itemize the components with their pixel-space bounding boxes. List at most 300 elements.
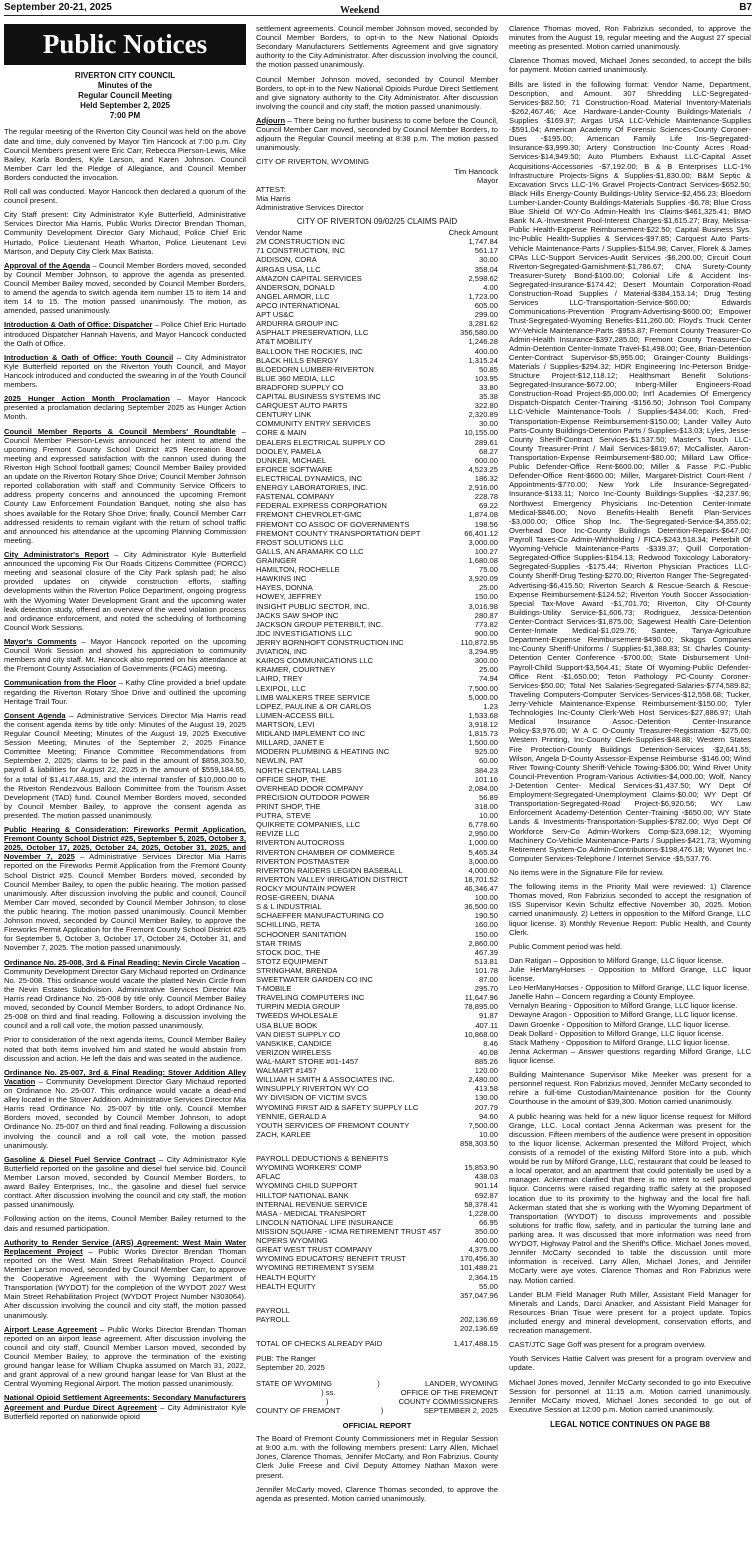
- state-l4: COUNTY OF FREMONT: [256, 1405, 341, 1415]
- table-row: [256, 1103, 498, 1112]
- check-amount: 58,378.41: [464, 1199, 498, 1209]
- vendor-name: VAN DIEST SUPPLY CO: [256, 1029, 341, 1039]
- table-row: [256, 492, 498, 501]
- paragraph-text: Prior to consideration of the next agenda items, Council Member Bailey noted that both items involved him and stated he would abstain from discussion and action. He left the dais and was seated in the audience.: [4, 1035, 246, 1063]
- table-row: [256, 1181, 498, 1190]
- paragraph-heading: Introduction & Oath of Office: Dispatcher: [4, 320, 153, 330]
- check-amount: 74.94: [478, 674, 498, 684]
- vendor-name: LOPEZ, PAULINE & OR CARLOS: [256, 701, 372, 711]
- table-row: [256, 629, 498, 638]
- paragraph: [256, 75, 498, 111]
- vendor-name: LUMEN-ACCESS BILL: [256, 710, 335, 720]
- vendor-name: 2M CONSTRUCTION INC: [256, 237, 346, 247]
- vendor-name: GRAINGER: [256, 556, 297, 566]
- table-row: [256, 756, 498, 765]
- table-row: [256, 793, 498, 802]
- check-amount: 5,000.00: [468, 692, 498, 702]
- paragraph: Public Comment period was held.: [509, 941, 623, 951]
- paragraph: A public hearing was held for a new liquor license request for Milford Grange, LLC. Local contact Jenna Ackerman was present for the discussion. Fifteen members of the audience were present in opposition to the liquor license. Ackerman presented the Milford Project, which consists of a remodel of the existing Milford Store into a pub, which would be run by Milford Grange, LLC, restaurant that could be leased to a local operator, and an apartment that could potentially be used by a manager. Ackerman clarified that there is no intent to sell packaged liquor. Concerns were raised regarding traffic safety at the proposed location due to its proximity to the highway and the local fire hall. Ackerman stated that she is working with the Wyoming Department of Transportation (WYDOT) to discuss improvements and possible solutions for traffic flow, safety, and in particular the turning lane and parking area. It was discussed that more information was need from WYDOT, Highway Patrol and the Sheriff's Office. Michael Jones moved, Jennifer McCarty seconded to table the discussion until more information is received. Larry Allen, Michael Jones, and Jennifer McCarty were aye votes. Clarence Thomas and Ron Fabrizius were nay. Motion carried.: [509, 1111, 751, 1285]
- vendor-name: SCHOONER SANITATION: [256, 929, 347, 939]
- col-amount: Check Amount: [448, 228, 498, 238]
- table-row: [256, 957, 498, 966]
- payroll-amount: 202,136.69: [459, 1314, 498, 1324]
- vendor-name: SCHILLING, RETA: [256, 920, 320, 930]
- sig-attest-title: Administrative Services Director: [256, 202, 364, 212]
- minutes-title: [4, 71, 246, 121]
- table-row: [256, 292, 498, 301]
- vendor-name: ARDURRA GROUP INC: [256, 319, 339, 329]
- vendor-name: MODERN PLUMBING & HEATING INC: [256, 747, 390, 757]
- state-r4: SEPTEMBER 2, 2025: [423, 1405, 498, 1415]
- paragraph: [4, 958, 246, 1031]
- signature-block: [256, 157, 498, 212]
- check-amount: 8.46: [483, 1038, 498, 1048]
- check-amount: 110,872.95: [460, 638, 498, 647]
- vendor-name: KAIROS COMMUNICATIONS LLC: [256, 656, 374, 666]
- vendor-name: FREMONT CO ASSOC OF GOVERNMENTS: [256, 519, 410, 529]
- vendor-name: FREMONT COUNTY TRANSPORTATION DEPT: [256, 528, 421, 538]
- table-row: [256, 802, 498, 811]
- vendor-name: BLUE 360 MEDIA, LLC: [256, 373, 335, 383]
- table-row: [256, 656, 498, 665]
- vendor-name: STOTZ EQUIPMENT: [256, 956, 329, 966]
- vendor-name: BLOEDORN LUMBER-RIVERTON: [256, 364, 374, 374]
- vendor-name: GALLS, AN ARAMARK CO LLC: [256, 546, 364, 556]
- minutes-body-continued: [256, 24, 498, 152]
- col-vendor: Vendor Name: [256, 228, 303, 238]
- column-2: [256, 24, 498, 1542]
- table-row: [256, 738, 498, 747]
- paragraph-heading: Communication from the Floor: [4, 678, 117, 688]
- check-amount: 35.38: [478, 392, 498, 402]
- vendor-name: HAYES, DONNA: [256, 583, 313, 593]
- vendor-name: YOUTH SERVICES OF FREMONT COUNTY: [256, 1120, 410, 1130]
- check-amount: 30.00: [478, 255, 498, 265]
- minutes-title-line: 7:00 PM: [109, 111, 141, 121]
- table-row: [256, 1075, 498, 1084]
- check-amount: 1,680.08: [468, 556, 498, 566]
- paragraph-heading: City Administrator's Report: [4, 549, 109, 559]
- table-row: [256, 1021, 498, 1030]
- vendor-name: KRAMER, COURTNEY: [256, 665, 336, 675]
- table-row: [256, 374, 498, 383]
- vendor-name: HILLTOP NATIONAL BANK: [256, 1190, 349, 1200]
- vendor-name: ROCKY MOUNTAIN POWER: [256, 883, 356, 893]
- check-amount: 2,916.00: [468, 483, 498, 493]
- check-amount: 40.08: [478, 1047, 498, 1057]
- vendor-name: OFFICE SHOP, THE: [256, 774, 326, 784]
- table-row: [256, 556, 498, 565]
- table-row: [256, 1191, 498, 1200]
- table-row: [256, 383, 498, 392]
- vendor-name: MILLARD, JANET E: [256, 738, 325, 748]
- table-row: [256, 1172, 498, 1181]
- paragraph: [4, 1035, 246, 1062]
- paragraph-text: Roll call was conducted. Mayor Hancock then declared a quorum of the council present.: [4, 187, 246, 206]
- paragraph-heading: Airport Lease Agreement: [4, 1324, 97, 1334]
- paragraph-text: – City Administrator Kyle Butterfield reported on the gasoline and diesel fuel service bid. Council Member Larson moved, seconded by Council Member Borders, to award Bailey Enterprises, Inc., the gasoline and diesel fuel service contract. After discussion involving the council and city staff, the motion passed unanimously.: [4, 1154, 246, 1210]
- vendor-name: WYOMING EDUCATORS' BENEFIT TRUST: [256, 1254, 406, 1264]
- table-row: [256, 902, 498, 911]
- check-amount: 1,533.68: [468, 710, 498, 720]
- check-amount: 228.78: [474, 492, 498, 502]
- check-amount: 2,480.00: [468, 1075, 498, 1085]
- vendor-name: NEWLIN, PAT: [256, 756, 304, 766]
- paragraph: [4, 550, 246, 632]
- paragraph-text: City Staff present: City Administrator Kyle Butterfield, Administrative Services Director Mia Harris, Public Works Director Brendan Thoman, Community Development Director Gary Michaud, Police Chief Eric Hurtado, Police Lieutenant Heath Wharton, Police Lieutenant Levi Martson, and Deputy City Clerk Max Batista.: [4, 210, 246, 256]
- vendor-name: HEALTH EQUITY: [256, 1272, 316, 1282]
- check-amount: 322.80: [474, 401, 498, 411]
- check-amount: 300.00: [474, 656, 498, 666]
- vendor-name: VANSKIKE, CANDICE: [256, 1038, 332, 1048]
- paragraph-text: – Public Works Director Brendan Thoman reported on an airport lease agreement. After discussion involving the council and city staff, Council Member Larson moved, seconded by Council Member Bailey, to approve the termination of the existing ground hangar lease for William Chupka assumed on March 31, 2022, and grant approval of a new ground hangar lease for Van Blust at the Central Wyoming Regional Airport. The motion passed unanimously.: [4, 1324, 246, 1389]
- column-3: [509, 24, 751, 1542]
- check-amount: 900.00: [474, 628, 498, 638]
- paragraph: [4, 427, 246, 545]
- table-row: [256, 365, 498, 374]
- check-amount: 400.00: [474, 346, 498, 356]
- check-amount: 101,488.21: [459, 1263, 498, 1273]
- check-amount: 1,874.08: [468, 510, 498, 520]
- vendor-name: SWEETWATER GARDEN CO INC: [256, 975, 373, 985]
- table-row: [256, 410, 498, 419]
- check-amount: 2,598.62: [468, 273, 498, 283]
- paragraph: [4, 353, 246, 389]
- table-row: [256, 939, 498, 948]
- check-amount: 4.00: [483, 282, 498, 292]
- check-amount: 130.00: [474, 1093, 498, 1103]
- paragraph-text: – Kathy Cline provided a brief update regarding the Riverton Rotary Shoe Drive and outlined the upcoming Heritage Trail Tour.: [4, 678, 246, 706]
- table-row: [256, 474, 498, 483]
- paragraph-heading: Authority to Render Service (ARS) Agreement: West Main Water Replacement Project: [4, 1237, 246, 1256]
- vendor-name: ANGEL ARMOR, LLC: [256, 291, 330, 301]
- check-amount: 36,500.00: [464, 902, 498, 912]
- state-block: [256, 1379, 498, 1415]
- state-m1: ): [377, 1378, 380, 1388]
- vendor-name: ROSE-GREEN, DIANA: [256, 893, 335, 903]
- section-name: Weekend: [340, 5, 380, 16]
- claims-table: [256, 237, 498, 1139]
- table-row: [256, 356, 498, 365]
- vendor-name: STRINGHAM, BRENDA: [256, 965, 338, 975]
- vendor-name: WALMART #1457: [256, 1066, 317, 1076]
- check-amount: 94.60: [478, 1111, 498, 1121]
- check-amount: 299.00: [474, 310, 498, 320]
- paragraph-text: The regular meeting of the Riverton City Council was held on the above date and time, duly convened by Mayor Tim Hancock at 7:00 p.m. City Council Members present were Eric Carr, Rebecca Pierson-Lewis, Mike Bailey, Karla Borders, Kyle Larson, and Karen Johnson. Council Member Carr led the Pledge of Allegiance, and Council Member Borders conducted the invocation.: [4, 127, 246, 182]
- paragraph: [4, 711, 246, 820]
- table-row: [256, 1002, 498, 1011]
- check-amount: 101.78: [474, 965, 498, 975]
- state-r3: COUNTY COMMISSIONERS: [398, 1396, 498, 1406]
- table-row: [256, 337, 498, 346]
- vendor-name: LAIRD, TREY: [256, 674, 303, 684]
- vendor-name: ZACH, KARLEE: [256, 1129, 311, 1139]
- paragraph: [4, 1238, 246, 1320]
- paragraph-text: – City Administrator Kyle Butterfield announced the upcoming Fix Our Roads Citizens Committee (FORCC) meeting and seasonal closure of the City Park splash pad; he also provided updates on citywide construction efforts, staffing developments within the Riverton Police Department, ongoing progress with the Wyoming Water Development Grant and the upcoming water leak detection study, offered an overview of the weed violation process and ordinance enforcement, and noted the scheduling of forthcoming Council Work Sessions.: [4, 549, 246, 632]
- issue-date: September 20-21, 2025: [4, 2, 112, 13]
- page-number: B7: [739, 2, 752, 13]
- minutes-title-line: RIVERTON CITY COUNCIL: [74, 71, 176, 81]
- vendor-name: HEALTH EQUITY: [256, 1281, 316, 1291]
- table-row: [256, 784, 498, 793]
- vendor-name: YENNIE, GERALD A: [256, 1111, 327, 1121]
- check-amount: 68.27: [478, 446, 498, 456]
- check-amount: 289.61: [474, 437, 498, 447]
- check-amount: 358.04: [474, 264, 498, 274]
- paragraph: Lander BLM Field Manager Ruth Miller, Assistant Field Manager for Minerals and Lands, Darci Anacker, and Assistant Field Manager for Resources Brian Tisue were present for a project update. Topics included energy and mineral development, conservation efforts, and recreation management.: [509, 1289, 751, 1336]
- vendor-name: JACKS SAW SHOP INC: [256, 610, 339, 620]
- check-amount: 15,853.90: [464, 1163, 498, 1173]
- check-amount: 150.00: [474, 592, 498, 602]
- vendor-name: PRECISION OUTDOOR POWER: [256, 792, 370, 802]
- table-row: [256, 510, 498, 519]
- vendor-name: PUTRA, STEVE: [256, 811, 311, 821]
- paragraph-text: – There being no further business to come before the Council, Council Member Carr moved, seconded by Council Member Borders, to adjourn the Regular Council meeting at 8:38 p.m. The motion passed unanimously.: [256, 115, 498, 153]
- vendor-name: COMMUNITY ENTRY SERVICES: [256, 419, 371, 429]
- sig-title: Mayor: [476, 175, 498, 185]
- table-row: [256, 592, 498, 601]
- table-row: [256, 775, 498, 784]
- table-row: [256, 1130, 498, 1139]
- vendor-name: CORE & MAIN: [256, 428, 307, 438]
- check-amount: 10.00: [478, 811, 498, 821]
- check-amount: 4,000.00: [468, 865, 498, 875]
- table-row: [256, 1218, 498, 1227]
- table-row: [256, 620, 498, 629]
- check-amount: 1,500.00: [468, 738, 498, 748]
- table-row: [256, 693, 498, 702]
- paragraph-heading: Mayor's Comments: [4, 636, 77, 646]
- paragraph: Michael Jones moved, Jennifer McCarty seconded to go into Executive Session for personnel at 11:15 a.m. Motion carried unanimously. Jennifer McCarty moved, Michael Jones seconded to go out of Executive Session at 12:00 p.m. Motion carried unanimously.: [509, 1377, 751, 1414]
- check-amount: 2,320.89: [468, 410, 498, 420]
- paragraph-text: – City Administrator Kyle Butterfield reported on the Riverton Youth Council, and Mayor Hancock introduced and conducted the swearing in of the Youth Council members.: [4, 352, 246, 390]
- check-amount: 1,246.28: [468, 337, 498, 347]
- table-row: [256, 602, 498, 611]
- vendor-name: RIVERTON RAIDERS LEGION BASEBALL: [256, 865, 403, 875]
- vendor-name: AIRGAS USA, LLC: [256, 264, 321, 274]
- vendor-name: RIVERTON AUTOCROSS: [256, 838, 345, 848]
- table-row: [256, 948, 498, 957]
- vendor-name: APT US&C: [256, 310, 294, 320]
- check-amount: 384.23: [474, 765, 498, 775]
- check-amount: 25.00: [478, 583, 498, 593]
- table-row: [256, 538, 498, 547]
- vendor-name: NORTH CENTRAL LABS: [256, 765, 342, 775]
- paragraph: [4, 187, 246, 205]
- vendor-name: TRAVELING COMPUTERS INC: [256, 993, 365, 1003]
- check-amount: 101.16: [474, 774, 498, 784]
- check-amount: 66,401.12: [464, 528, 498, 538]
- vendor-name: 71 CONSTRUCTION, INC: [256, 246, 346, 256]
- check-amount: 2,364.15: [468, 1272, 498, 1282]
- vendor-name: AT&T MOBILITY: [256, 337, 313, 347]
- table-row: [256, 1084, 498, 1093]
- paragraph: Building Maintenance Supervisor Mike Meeker was present for a personnel request. Ron Fabrizius moved, Jennifer McCarty seconded to rehire a full-time Custodian/Maintenance position for the County Courthouse in the amount of $39,300. Motion carried unanimously.: [509, 1070, 751, 1107]
- table-row: [256, 702, 498, 711]
- paragraph: [4, 1214, 246, 1232]
- check-amount: 10,155.00: [464, 428, 498, 438]
- check-amount: 91.87: [478, 1011, 498, 1021]
- vendor-name: STAR TRIMS: [256, 938, 302, 948]
- check-amount: 4,523.25: [468, 464, 498, 474]
- check-amount: 11,647.96: [464, 993, 498, 1003]
- vendor-name: HOWEY, JEFFREY: [256, 592, 322, 602]
- table-row: [256, 565, 498, 574]
- table-row: [256, 520, 498, 529]
- table-row: [256, 665, 498, 674]
- paragraph: [4, 394, 246, 421]
- vendor-name: CENTURY LINK: [256, 410, 312, 420]
- vendor-name: DUNKER, MICHAEL: [256, 455, 327, 465]
- header-rule: [4, 15, 752, 16]
- vendor-name: JACKSON GROUP PETERBILT, INC.: [256, 619, 384, 629]
- check-amount: 46,346.47: [464, 883, 498, 893]
- vendor-name: CARQUEST AUTO PARTS: [256, 401, 348, 411]
- minutes-title-line: Held September 2, 2025: [80, 101, 170, 111]
- table-row: [256, 747, 498, 756]
- vendor-name: INSIGHT PUBLIC SECTOR, INC.: [256, 601, 370, 611]
- table-row: [256, 456, 498, 465]
- table-row: [256, 1121, 498, 1130]
- table-row: [256, 866, 498, 875]
- state-m2: ) ss.: [321, 1387, 336, 1397]
- vendor-name: FROST SOLUTIONS LLC: [256, 537, 344, 547]
- paragraph: [4, 1393, 246, 1420]
- paragraph: [256, 116, 498, 152]
- table-row: [256, 638, 498, 647]
- table-row: [256, 674, 498, 683]
- table-row: [256, 920, 498, 929]
- check-amount: 56.89: [478, 792, 498, 802]
- paragraph-text: – Administrative Services Director Mia Harris read the consent agenda items by title only: Minutes of the August 19, 2025 Regular Council Meeting; Minutes of the August 19, 2025 Executive Session Meeting; Minutes of the September 2, 2025 Finance Committee Meeting; Finance Committee Recommendations from September 2, 2025; claims to be paid in the amount of $858,303.50, payroll & liabilities for August 22, 2025 in the amount of $559,184.65, for a total of $1,417,488.15, and the internal transfer of $10,000.00 to the Riverton Rendezvous Balloon Committee from the Tourism Asset Development (TAD) fund. Council Member Borders moved, seconded by Council Member Bailey, to approve the consent agenda as presented. The motion passed unanimously.: [4, 710, 246, 820]
- check-amount: 50.85: [478, 364, 498, 374]
- vendor-name: EFORCE SOFTWARE: [256, 464, 333, 474]
- table-row: [256, 1236, 498, 1245]
- check-amount: 318.00: [474, 801, 498, 811]
- table-row: [256, 1030, 498, 1039]
- vendor-name: DEALERS ELECTRICAL SUPPLY CO: [256, 437, 385, 447]
- check-amount: 6,778.60: [468, 820, 498, 830]
- check-amount: 69.22: [478, 501, 498, 511]
- check-amount: 103.95: [474, 373, 498, 383]
- table-row: [256, 447, 498, 456]
- vendor-name: REVIZE LLC: [256, 829, 300, 839]
- paragraph-heading: Ordinance No. 25-008, 3rd & Final Reading: Nevin Circle Vacation: [4, 957, 240, 967]
- table-row: [256, 1245, 498, 1254]
- vendor-name: WAL-MART STORE #01-1457: [256, 1057, 359, 1067]
- check-amount: 160.00: [474, 920, 498, 930]
- continued-notice: LEGAL NOTICE CONTINUES ON PAGE B8: [550, 1419, 710, 1429]
- check-amount: 75.00: [478, 565, 498, 575]
- paragraph-heading: Adjourn: [256, 115, 286, 125]
- vendor-name: WYOMING FIRST AID & SAFETY SUPPLY LLC: [256, 1102, 419, 1112]
- paragraph: Bills are listed in the following format: Vendor Name, Department, Description, and Amount. 307 Shredding LLC-Segregated-Services-$82.50; 71 Construction-Road Material Inventory-Materials -$262,467.46; Ace Hardware-Lander-County Buildings-Materials / Supplies -$169.97; Airgas USA LLC-Vehicle Maintenance-Supplies -$591.04; American Academy Of Forensic Sciences-County Coroner-Dues -$195.00; American Family Life Ins-Segregated-Insurance-$3,999.30; Artery Construction Inc-County Acres Road-Services-$14,949.50; Auto Plumbers Exhaust LLC-Capital Asset Acquisitions-Accessories -$7,192.00; B & B Enterprises LLC-1% Infrastructure Projects-Signs & Supplies-$1,830.00; B&M Septic & Excavation Srvcs LLC-1% Gravel Projects-Contract Services-$652.50; Black Hills Energy-County Buildings-Utility Service-$2,456.23; Bloedorn Lumber-Lander-County Buildings-Materials Supplies -$6.78; Blue Cross Blue Shield Of WY-Co Admin-Health Ins Claims-$461,325.41; BMO Bank N.A.-Investment Pool-Interest Charges-$1,615.27; Bray, Melissa-Public Health-Expense Reimbursement-$22.50; Capital Business Sys. Inc-Public Health-Supplies & Services-$97.85; Carquest Auto Parts-Vehicle Maintenance-Parts / Supplies-$154.98; Carver, Florek & James CPAs LLC-Support Services-Audit Services -$6,200.00; Circuit Court Riverton-Segregated-Garnishment-$1,786.67; CNA Surety-County Treasurer-Surety Bond-$100.00; Colonial Life & Accident Ins-Segregated-Insurance-$174.42; Desert Mountain Corporation-Road Construction-Road Supplies / Material-$384,153.14; Drug Testing Services LLC-Transportation-Service-$60.00; Edwards Communications-Prevention Program-Advertising-$600.00; Empower Trust-Segregated-Wyoming Benefits-$11,260.00; Floyd's Truck Center WY-Vehicle Maintenance-Parts -$953.87; Fremont County Treasurer-Co Admin-Health Insurance-$397,285.00; Fremont County Treasurer-Co Admin-Detention Center-Inmate Travel-$1,498.00; Gee, Brian-Detention Center-Contract Supervisor-$5,955.00; Grainger-County Buildings-Materials / Supplies-$294.32; HDR Engineering Inc-Peterson Bridge-Structure Project-$12,118.12; Healthsmart Benefit Solutions-Segregated-Insurance-$672.00; Inberg-Miller Engineers-Road Construction-Road Project-$5,000.00; Int'l Academies Of Emergency Dispatch-Dispatch Center-Training -$156.50; Johnson Tool Company LLC-Vehicle Maintenance-Tools / Supplies-$434.00; Koch, Fred-Transportation-Expense Reimbursement-$150.00; Lander Valley Auto Parts-County Buildings-Detention Parts / Supplies-$13.03; Lyles, Jesse-County Sheriff-Contract Services-$1,537.50; Master's Touch LLC-County Treasurer-Print / Mail Services-$819.67; McCallister, Aaron-Transportation-Expense Reimbursement-$80.00; Millard Law Office-Public Defender-Office Rent-$600.00; Miller & Fasse P.C.-Public Defender-Office Rent-$600.00; Miller, Margaret-District Court-Rent / Appointments-$770.00; New York Life Insurance-Segregated-Insurance-$133.11; Norco Inc-County Buildings-Supplies -$2,237.96; Northwest Emergency Physicians Inc-Detention Center-Inmate Medical-$846.00; Novo Benefits-Health Benefit Plan-Services -$3,000.00; Office Shop Inc. The-Segregated-Service-$4,355.02; Overhead Door Inc-County Buildings Detention-Repairs-$647.00; Payroll Taxes-Co Admin-Withholding / FICA-$243,518.34; Peterbilt Of Wyoming-Vehicle Maintenance-Parts -$339.37; Quill Corporation-Segregated-Office Supplies-$154.13; Redwood Toxicology Laboratory-Segregated-Supplies -$175.44; Riverton Physician Practices LLC-County Sheriff-Drug Testing-$270.00; Riverton Ranger The-Segregated-Advertising-$6,415.50; Riverton Search & Rescue-Search & Rescue-Expense Reimbursement-$124.52; Riverton Youth Soccer Association-Special Tax-Move Award -$1,701.70; Riverton, City Of-County Buildings-Utility Service-$1,606.73; Rodriguez, Jessica-Detention Center-Contract Services-$1,875.00; Sagewest Health Care-Detention Center-Inmate Medical-$1,029.76; Santee, Tanya-Agriculture Department-Expense Reimbursement-$490.00; Skaggs Companies Inc-County Sheriff-Uniforms / Supplies-$1,388.83; St. Charles County-Detention Center Conference -$700.00; State Disbursement Unit-Payroll-Child Support-$3,564.41; State Of Wyoming-Public Defender-Office Rent -$1,650.00; Teton Pathology PC-County Coroner-Services-$50.00; Total Net Salaries-Segregated-Salaries-$774,589.82; Traveling Computers-Computer Services-Services-$12,558.68; Tucker, Jerry-Vehicle Maintenance-Expense Reimbursement-$150.00; Tyler Technologies Inc-County Clerk-Web Host Services-$27,886.97; Utah Medical Insurance Assoc.-Detention Center-Insurance Policy-$3,976.00; W A C O-County Treasurer-Registration -$275.00; Western Printing, Inc-County Clerk-Supplies-$48.88; Western States Fire Protection-County Buildings Detention-Services -$2,641.55; Wilson, Angela D-County Assessor-Expense Reimburse -$146.00; Wind River Towing-County Sheriff-Vehicle Towing-$306.00; Wind River Unity Council-Prevention Program-Various Activities-$4,000.00; Wolf, Nancy J-Detention Center- Medical Services-$1,437.50; WY Dept Of Employment-Segregated-Unemployment Claims-$0.00; WY Dept Of Transportation-Segregated-Road Project-$6,920.56; WY Law Enforcement Academy-Detention Center-Training -$650.00; WY State Lands & Investments-Transportation-Supplies-$782.00; Wyo Dept Of Workforce Serv-Co Admin-Workers Comp-$23,698.12; Wyoming Machinery Co-Vehicle Maintenance-Parts / Supplies-$421.73; Wyoming Retirement System-Co Admin-Contributions-$198,476.18; Wyonet Inc.-Computer Services-Telephone / Internet Service -$5,537.76.: [509, 79, 751, 863]
- vendor-name: APCO INTERNATIONAL: [256, 300, 340, 310]
- payroll-row: [256, 1315, 498, 1324]
- total-label: TOTAL OF CHECKS ALREADY PAID: [256, 1339, 383, 1349]
- check-amount: 407.11: [475, 1020, 498, 1030]
- table-row: [256, 392, 498, 401]
- vendor-name: AMAZON CAPITAL SERVICES: [256, 273, 362, 283]
- vendor-name: PRINT SHOP, THE: [256, 801, 321, 811]
- pd-table: [256, 1163, 498, 1291]
- vendor-name: SCHAEFFER MANUFACTURING CO: [256, 911, 384, 921]
- paragraph-heading: Gasoline & Diesel Fuel Service Contract: [4, 1154, 156, 1164]
- check-amount: 198.56: [474, 519, 498, 529]
- check-amount: 3,000.00: [468, 537, 498, 547]
- table-row: [256, 1066, 498, 1075]
- check-amount: 66.95: [478, 1217, 498, 1227]
- claims-title: CITY OF RIVERTON 09/02/25 CLAIMS PAID: [296, 217, 458, 227]
- table-row: [256, 684, 498, 693]
- table-row: [256, 419, 498, 428]
- check-amount: 2,950.00: [468, 829, 498, 839]
- paragraph: Dan Ratigan – Opposition to Milford Grange, LLC liquor license. Julie HerManyHorses - Opposition to Milford Grange, LLC liquor license. Leo HerManyHorses - Opposition to Milford Grange, LLC liquor license. Janelle Hahn – Concern regarding a County Employee. Vernalyn Bearing - Opposition to Milford Grange, LLC liquor license. Dewayne Aragon - Opposition to Milford Grange, LLC liquor license. Dawn Groenke - Opposition to Milford Grange, LLC liquor license. Deak Dollard - Opposition to Milford Grange, LLC liquor license. Stack Matheny - Opposition to Milford Grange, LLC liquor license. Jenna Ackerman – Answer questions regarding Milford Grange, LLC liquor license.: [509, 955, 751, 1066]
- vendor-name: S & L INDUSTRIAL: [256, 902, 322, 912]
- state-m4: ): [380, 1405, 384, 1415]
- vendor-name: VERIZON WIRELESS: [256, 1047, 332, 1057]
- check-amount: 413.58: [474, 1084, 498, 1094]
- check-amount: 901.14: [474, 1181, 498, 1191]
- vendor-name: LINCOLN NATIONAL LIFE INSURANCE: [256, 1217, 394, 1227]
- paragraph: [4, 678, 246, 705]
- check-amount: 280.87: [474, 610, 498, 620]
- table-row: [256, 984, 498, 993]
- check-amount: 3,016.98: [468, 601, 498, 611]
- paragraph: [256, 24, 498, 70]
- payroll-title: PAYROLL: [256, 1305, 290, 1315]
- paragraph-heading: Ordinance No. 25-007, 3rd & Final Reading: Stover Addition Alley Vacation: [4, 1067, 246, 1086]
- paragraph-heading: National Opioid Settlement Agreements: Secondary Manufacturers Agreement and Purdue Direct Agreement: [4, 1393, 246, 1412]
- check-amount: 78,895.00: [464, 1002, 498, 1012]
- table-row: [256, 838, 498, 847]
- table-row: [256, 1273, 498, 1282]
- table-row: [256, 966, 498, 975]
- table-row: [256, 428, 498, 437]
- vendor-name: ANDERSON, DONALD: [256, 282, 335, 292]
- table-row: [256, 993, 498, 1002]
- minutes-title-line: Minutes of the: [97, 81, 153, 91]
- vendor-name: BALLOON THE ROCKIES, INC: [256, 346, 363, 356]
- vendor-name: DOOLEY, PAMELA: [256, 446, 322, 456]
- paragraph-heading: Approval of the Agenda: [4, 260, 91, 270]
- paragraph-text: Council Member Johnson moved, seconded by Council Member Borders, to opt-in to the New National Opioids Purdue Direct Settlement and give signatory authority to the City Administrator. After discussion involving the council and city staff, the motion passed unanimously.: [256, 74, 498, 111]
- check-amount: 773.82: [474, 619, 498, 629]
- check-amount: 3,918.12: [468, 719, 498, 729]
- table-row: [256, 265, 498, 274]
- table-row: [256, 583, 498, 592]
- table-row: [256, 1209, 498, 1218]
- table-row: [256, 237, 498, 246]
- pd-title: PAYROLL DEDUCTIONS & BENEFITS: [256, 1154, 389, 1164]
- table-row: [256, 1057, 498, 1066]
- table-row: [256, 1093, 498, 1102]
- check-amount: 1,315.24: [468, 355, 498, 365]
- vendor-name: ELECTRICAL DYNAMICS, INC: [256, 474, 363, 484]
- vendor-name: NCPERS WYOMING: [256, 1236, 328, 1246]
- check-amount: 10.00: [478, 1129, 498, 1139]
- vendor-name: WYOMING WORKERS' COMP: [256, 1163, 362, 1173]
- vendor-name: HAMILTON, ROCHELLE: [256, 565, 340, 575]
- table-row: [256, 483, 498, 492]
- check-amount: 18,701.52: [464, 874, 498, 884]
- vendor-name: MIDLAND IMPLEMENT CO INC: [256, 729, 366, 739]
- page-header: [0, 0, 756, 20]
- check-amount: 87.00: [478, 975, 498, 985]
- paragraph-text: – Mayor Hancock presented a proclamation declaring September 2025 as Hunger Action Month.: [4, 394, 246, 422]
- paragraph-heading: 2025 Hunger Action Month Proclamation: [4, 394, 170, 404]
- paragraph: [4, 261, 246, 316]
